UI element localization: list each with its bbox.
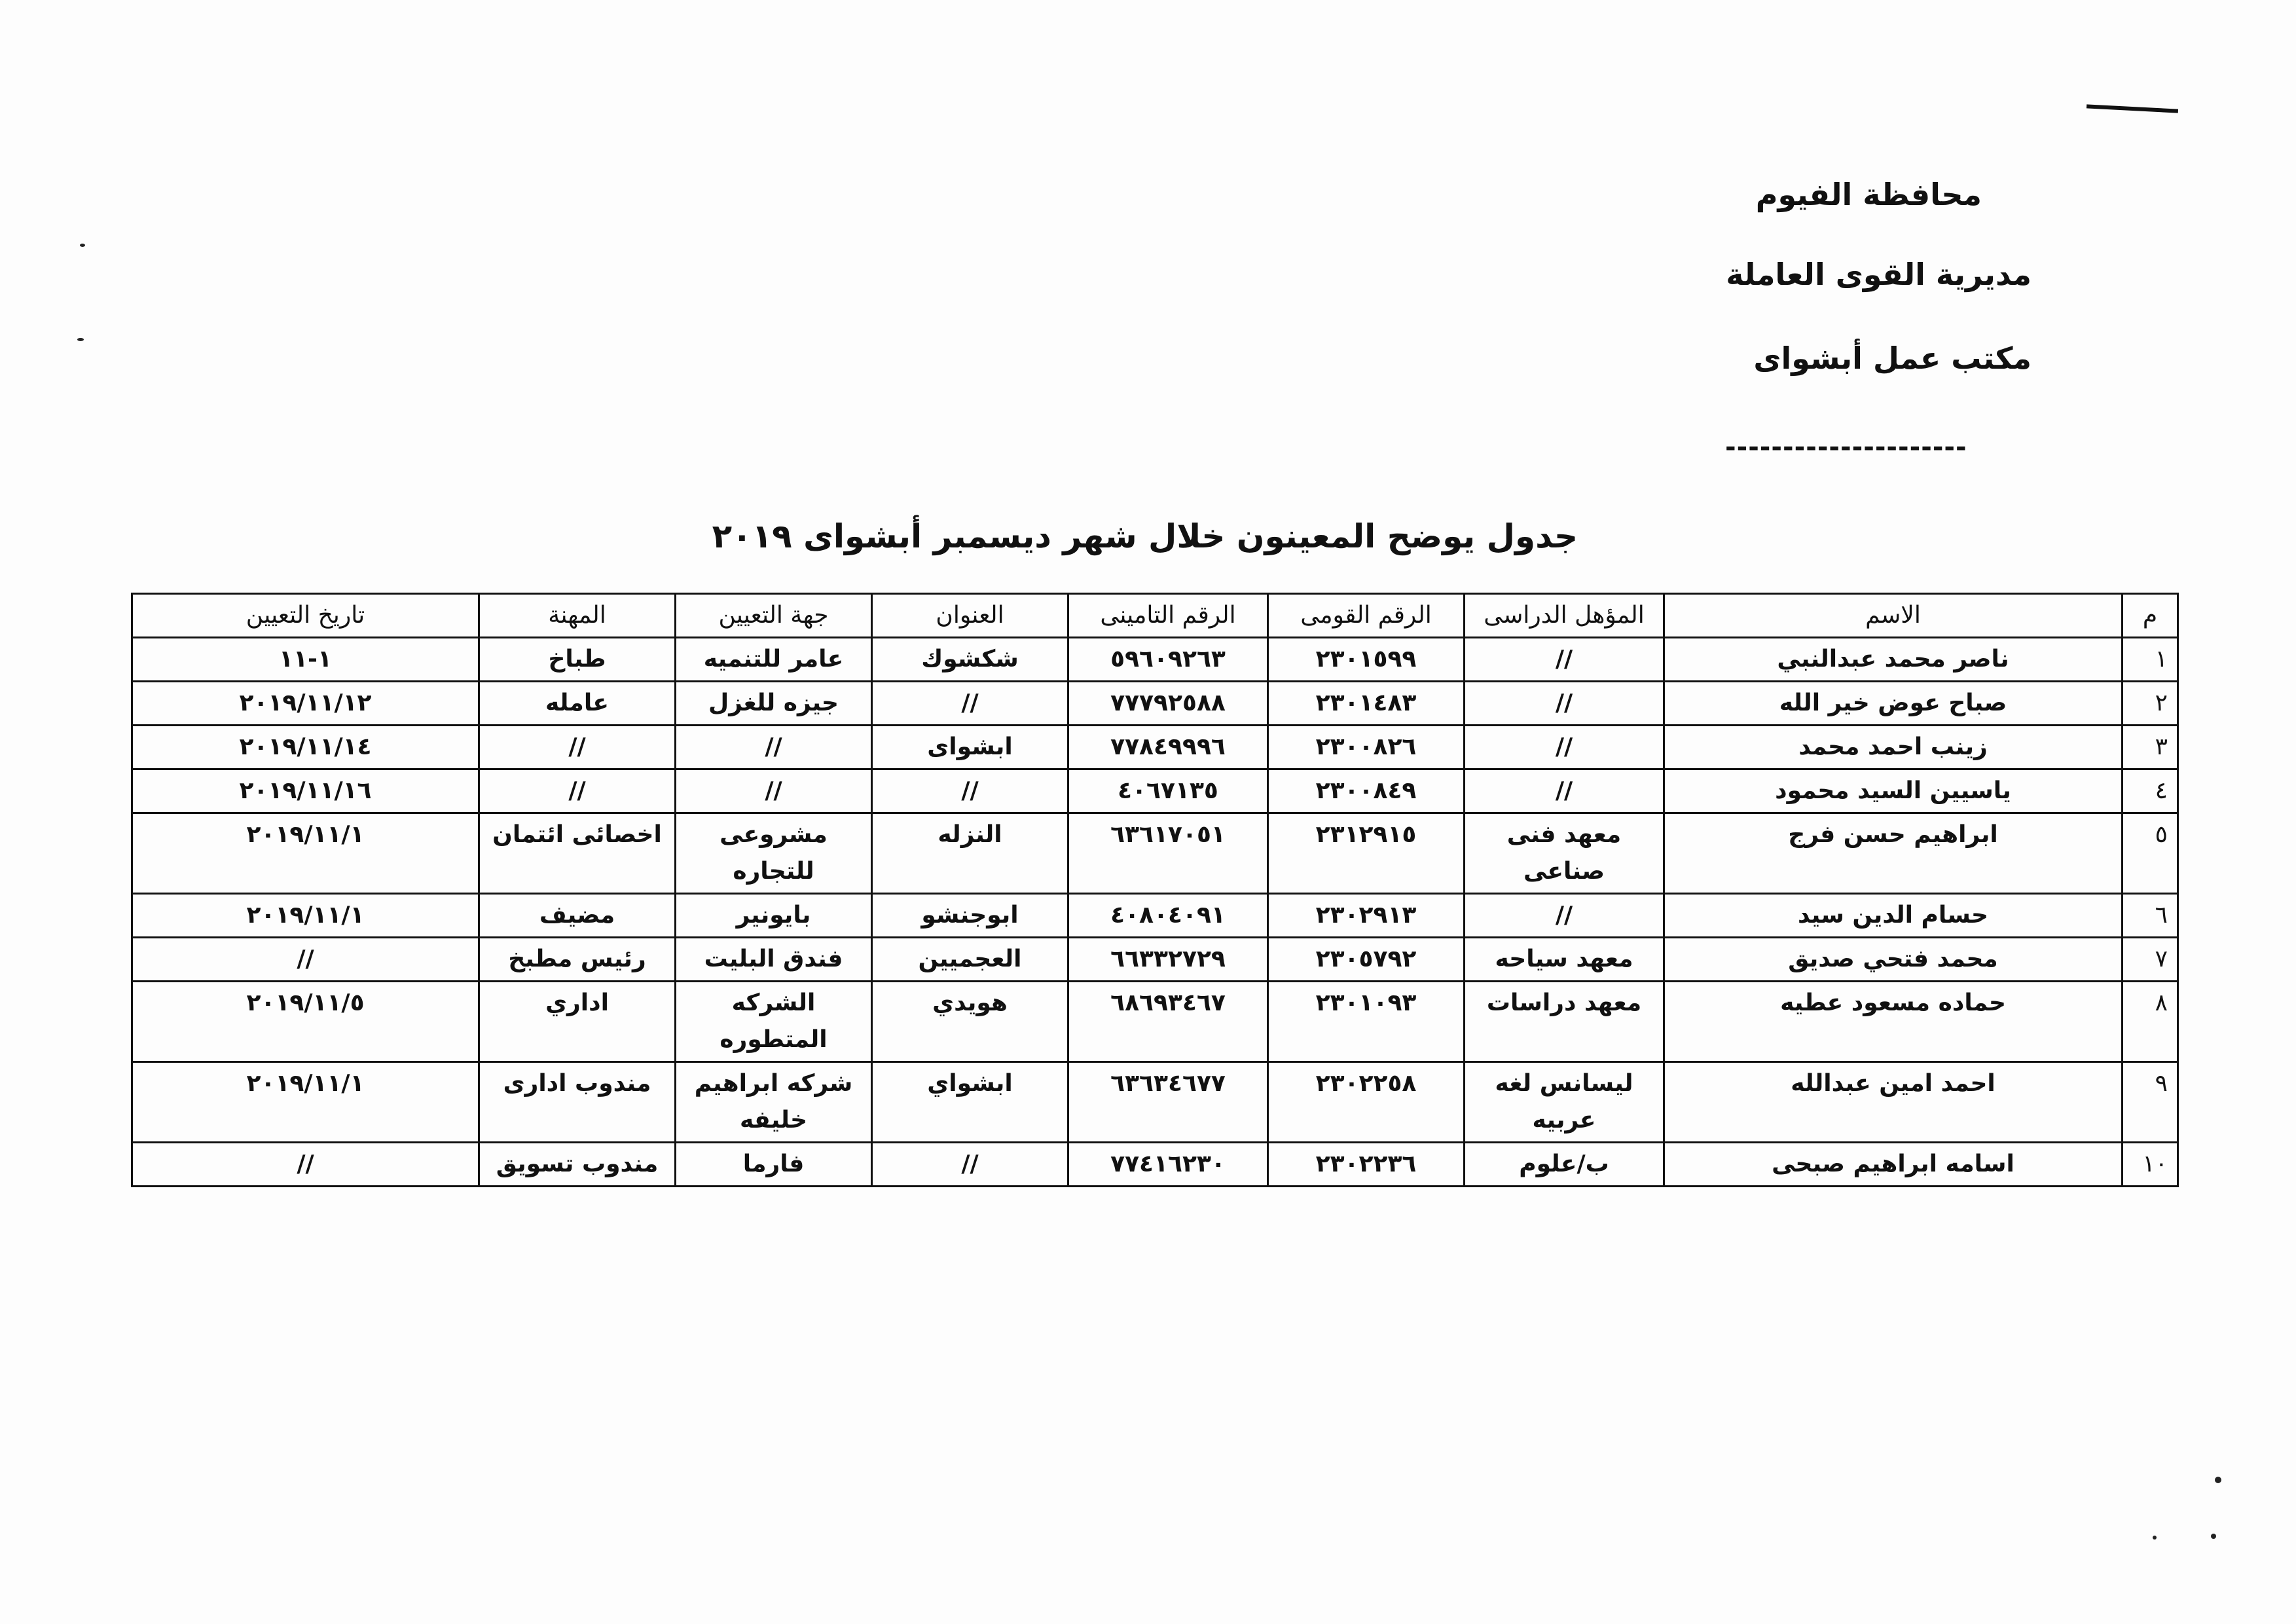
scan-speck xyxy=(2215,1477,2221,1483)
table-row xyxy=(132,894,2178,938)
cell-date: // xyxy=(132,1143,479,1187)
cell-employer: فندق البليت xyxy=(676,938,872,982)
cell-no: ٩ xyxy=(2123,1062,2178,1143)
cell-qualification: // xyxy=(1465,682,1664,726)
cell-insurance-no: ٧٧٧٩٢٥٨٨ xyxy=(1068,682,1268,726)
scan-speck xyxy=(2211,1534,2216,1539)
appointees-table xyxy=(131,593,2179,1187)
cell-national-id: ٢٣٠٢٢٣٦ xyxy=(1268,1143,1465,1187)
cell-job: طباخ xyxy=(479,638,676,682)
col-header-qualification: المؤهل الدراسى xyxy=(1465,594,1664,638)
cell-date: ٢٠١٩/١١/١٤ xyxy=(132,726,479,769)
cell-employer: // xyxy=(676,769,872,813)
table-row xyxy=(132,982,2178,1062)
cell-job: اداري xyxy=(479,982,676,1062)
cell-employer: // xyxy=(676,726,872,769)
cell-no: ٥ xyxy=(2123,813,2178,894)
cell-insurance-no: ٦٣٦١٧٠٥١ xyxy=(1068,813,1268,894)
cell-job: عامله xyxy=(479,682,676,726)
cell-national-id: ٢٣٠٠٨٤٩ xyxy=(1268,769,1465,813)
table-row xyxy=(132,813,2178,894)
cell-qualification: معهد فنى صناعى xyxy=(1465,813,1664,894)
table-row xyxy=(132,938,2178,982)
cell-qualification: معهد سياحه xyxy=(1465,938,1664,982)
col-header-job: المهنة xyxy=(479,594,676,638)
directorate-heading: مديرية القوى العاملة xyxy=(1726,257,2032,292)
table-body xyxy=(132,638,2178,1187)
cell-qualification: // xyxy=(1465,769,1664,813)
cell-address: ابشواي xyxy=(872,1062,1068,1143)
pen-stroke-mark xyxy=(2086,104,2178,113)
cell-national-id: ٢٣٠٢٩١٣ xyxy=(1268,894,1465,938)
cell-employer: جيزه للغزل xyxy=(676,682,872,726)
appointees-table-container xyxy=(131,593,2177,1187)
cell-date: ٢٠١٩/١١/١ xyxy=(132,894,479,938)
cell-insurance-no: ٦٦٣٣٢٧٢٩ xyxy=(1068,938,1268,982)
cell-date: ٢٠١٩/١١/١ xyxy=(132,1062,479,1143)
table-header-row xyxy=(132,594,2178,638)
cell-qualification: معهد دراسات xyxy=(1465,982,1664,1062)
table-row xyxy=(132,769,2178,813)
cell-name: ناصر محمد عبدالنبي xyxy=(1664,638,2123,682)
cell-job: اخصائى ائتمان xyxy=(479,813,676,894)
cell-address: ابوجنشو xyxy=(872,894,1068,938)
cell-address: النزله xyxy=(872,813,1068,894)
table-row xyxy=(132,1062,2178,1143)
scan-speck xyxy=(77,338,84,341)
cell-name: صباح عوض خير الله xyxy=(1664,682,2123,726)
col-header-date: تاريخ التعيين xyxy=(132,594,479,638)
cell-national-id: ٢٣٠١٥٩٩ xyxy=(1268,638,1465,682)
cell-name: اسامه ابراهيم صبحى xyxy=(1664,1143,2123,1187)
cell-national-id: ٢٣٠٠٨٢٦ xyxy=(1268,726,1465,769)
cell-qualification: // xyxy=(1465,638,1664,682)
cell-job: مندوب تسويق xyxy=(479,1143,676,1187)
cell-date: ٢٠١٩/١١/١٦ xyxy=(132,769,479,813)
col-header-national-id: الرقم القومى xyxy=(1268,594,1465,638)
scan-speck xyxy=(80,244,85,247)
header-separator: --------------------- xyxy=(1725,432,1967,462)
cell-address: // xyxy=(872,682,1068,726)
cell-name: حماده مسعود عطيه xyxy=(1664,982,2123,1062)
cell-qualification: ليسانس لغه عربيه xyxy=(1465,1062,1664,1143)
cell-no: ٣ xyxy=(2123,726,2178,769)
document-title: جدول يوضح المعينون خلال شهر ديسمبر أبشواى ٢٠١٩ xyxy=(712,517,1578,555)
cell-insurance-no: ٥٩٦٠٩٢٦٣ xyxy=(1068,638,1268,682)
cell-name: محمد فتحي صديق xyxy=(1664,938,2123,982)
cell-insurance-no: ٤٠٨٠٤٠٩١ xyxy=(1068,894,1268,938)
cell-no: ١ xyxy=(2123,638,2178,682)
cell-no: ٤ xyxy=(2123,769,2178,813)
cell-insurance-no: ٦٣٦٣٤٦٧٧ xyxy=(1068,1062,1268,1143)
cell-address: ابشواى xyxy=(872,726,1068,769)
table-row xyxy=(132,1143,2178,1187)
cell-address: // xyxy=(872,769,1068,813)
cell-qualification: ب/علوم xyxy=(1465,1143,1664,1187)
cell-date: ٢٠١٩/١١/١٢ xyxy=(132,682,479,726)
cell-no: ٢ xyxy=(2123,682,2178,726)
cell-address: العجميين xyxy=(872,938,1068,982)
cell-job: // xyxy=(479,769,676,813)
cell-insurance-no: ٧٧٤١٦٢٣٠ xyxy=(1068,1143,1268,1187)
governorate-heading: محافظة الفيوم xyxy=(1755,177,1982,212)
cell-date: ٢٠١٩/١١/١ xyxy=(132,813,479,894)
table-row xyxy=(132,638,2178,682)
cell-name: ياسيين السيد محمود xyxy=(1664,769,2123,813)
cell-date: // xyxy=(132,938,479,982)
cell-employer: فارما xyxy=(676,1143,872,1187)
col-header-no: م xyxy=(2123,594,2178,638)
cell-national-id: ٢٣٠١٤٨٣ xyxy=(1268,682,1465,726)
cell-qualification: // xyxy=(1465,894,1664,938)
cell-address: شكشوك xyxy=(872,638,1068,682)
col-header-insurance-no: الرقم التامينى xyxy=(1068,594,1268,638)
cell-national-id: ٢٣١٢٩١٥ xyxy=(1268,813,1465,894)
cell-national-id: ٢٣٠١٠٩٣ xyxy=(1268,982,1465,1062)
cell-insurance-no: ٦٨٦٩٣٤٦٧ xyxy=(1068,982,1268,1062)
cell-employer: عامر للتنميه xyxy=(676,638,872,682)
cell-employer: الشركه المتطوره xyxy=(676,982,872,1062)
cell-no: ٨ xyxy=(2123,982,2178,1062)
cell-national-id: ٢٣٠٥٧٩٢ xyxy=(1268,938,1465,982)
scan-speck xyxy=(2153,1536,2157,1540)
cell-insurance-no: ٤٠٦٧١٣٥ xyxy=(1068,769,1268,813)
cell-date: ٢٠١٩/١١/٥ xyxy=(132,982,479,1062)
cell-no: ١٠ xyxy=(2123,1143,2178,1187)
col-header-name: الاسم xyxy=(1664,594,2123,638)
cell-no: ٦ xyxy=(2123,894,2178,938)
table-row xyxy=(132,682,2178,726)
col-header-employer: جهة التعيين xyxy=(676,594,872,638)
cell-employer: مشروعى للتجاره xyxy=(676,813,872,894)
cell-name: ابراهيم حسن فرج xyxy=(1664,813,2123,894)
col-header-address: العنوان xyxy=(872,594,1068,638)
cell-name: حسام الدين سيد xyxy=(1664,894,2123,938)
cell-date: ١-١١ xyxy=(132,638,479,682)
cell-no: ٧ xyxy=(2123,938,2178,982)
cell-insurance-no: ٧٧٨٤٩٩٩٦ xyxy=(1068,726,1268,769)
cell-job: // xyxy=(479,726,676,769)
cell-qualification: // xyxy=(1465,726,1664,769)
cell-address: هويدي xyxy=(872,982,1068,1062)
cell-employer: بايونير xyxy=(676,894,872,938)
table-row xyxy=(132,726,2178,769)
cell-job: رئيس مطبخ xyxy=(479,938,676,982)
cell-national-id: ٢٣٠٢٢٥٨ xyxy=(1268,1062,1465,1143)
cell-name: احمد امين عبدالله xyxy=(1664,1062,2123,1143)
office-heading: مكتب عمل أبشواى xyxy=(1753,341,2032,376)
cell-job: مضيف xyxy=(479,894,676,938)
cell-name: زينب احمد محمد xyxy=(1664,726,2123,769)
cell-job: مندوب ادارى xyxy=(479,1062,676,1143)
cell-employer: شركه ابراهيم خليفه xyxy=(676,1062,872,1143)
cell-address: // xyxy=(872,1143,1068,1187)
